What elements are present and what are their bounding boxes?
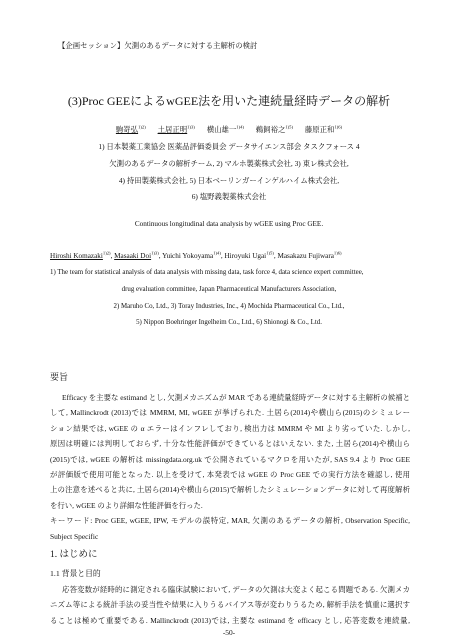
author-name: Yuichi Yokoyama [162, 252, 214, 260]
affiliation-ja-line: 欠測のあるデータの解析チーム, 2) マルホ製薬株式会社, 3) 東レ株式会社, [109, 159, 349, 168]
abstract-line: が評価版で使用可能となった. 以上を受けて, 本発表では wGEE の Proc GEE での実行方法を確認し, 使用 [50, 470, 410, 479]
authors-en [50, 251, 342, 261]
session-label: 【企画セッション】欠測のあるデータに対する主解析の検討 [58, 41, 258, 50]
author [116, 125, 146, 134]
keywords-line: Subject Specific [50, 531, 99, 541]
author-name: 駒嵜弘 [115, 125, 139, 134]
abstract-line: Efficacy を主要な estimand とし, 欠測メカニズムが MAR である連続量経時データに対する主解析の候補と [62, 393, 410, 402]
subsection-heading: 1.1 背景と目的 [50, 569, 101, 578]
author-affiliation-marker: 1)4) [213, 250, 221, 256]
affiliation-ja-line: 6) 塩野義製薬株式会社 [191, 192, 267, 201]
affiliation-en-line: drug evaluation committee, Japan Pharmaceutical Manufacturers Association, [121, 286, 337, 293]
abstract-line: (2015)では, wGEE の解析は missingdata.org.uk で公開されているマクロを用いたが, SAS 9.4 より Proc GEE [50, 454, 410, 464]
author-affiliation-marker: 1)3) [187, 124, 195, 130]
paper-title-en: Continuous longitudinal data analysis by wGEE using Proc GEE. [134, 220, 324, 228]
author-affiliation-marker: 1)6) [334, 124, 343, 130]
author [158, 125, 195, 134]
author-name: Hiroshi Komazaki [50, 252, 103, 260]
author-affiliation-marker: 1)2) [102, 250, 111, 256]
body-text-line: ニズム等による統計手法の妥当性や結果に入りうるバイアス等が変わりうるため, 解析手法を慎重に選択す [50, 600, 410, 610]
affiliation-en-line: 1) The team for statistical analysis of data analysis with missing data, task force 4, data science expert committee, [50, 269, 364, 276]
abstract-line: ション結果では, wGEE の α エラーはインフレしており, 検出力は MMRM や MI より劣っていた. しかし, [50, 423, 410, 433]
paper-title: (3)Proc GEEによるwGEE法を用いた連続量経時データの解析 [67, 94, 391, 108]
body-text-line: 応答変数が経時的に測定される臨床試験において, データの欠測は大変よく起こる問題である. 欠測メカ [62, 585, 410, 594]
authors-ja [0, 124, 458, 135]
author-name: Hiroyuki Ugai [224, 252, 267, 260]
author-name: Masaaki Doi [114, 252, 152, 260]
author-name: Masakazu Fujiwara [277, 252, 334, 260]
affiliation-ja-line: 1) 日本製薬工業協会 医薬品評価委員会 データサイエンス部会 タスクフォース 4 [98, 142, 360, 151]
author-affiliation-marker: 1)5) [285, 124, 294, 130]
affiliation-en-line: 2) Maruho Co, Ltd., 3) Toray Industries, Inc., 4) Mochida Pharmaceutical Co., Ltd., [113, 303, 345, 310]
author-name: 藤原正和 [304, 125, 335, 134]
author-affiliation-marker: 1)5) [266, 250, 274, 256]
abstract-line: 上の注意を述べると共に, 土居ら(2014)や横山ら(2015)で解析したシミュレーションデータに対して再度解析 [50, 485, 410, 495]
author [305, 125, 342, 134]
author [256, 125, 293, 134]
author-separator: , [110, 252, 115, 260]
affiliation-en-line: 5) Nippon Boehringer Ingelheim Co., Ltd., 6) Shionogi & Co., Ltd. [136, 319, 322, 326]
author-affiliation-marker: 1)4) [236, 124, 244, 130]
abstract-line: 原因は明確には判明しておらず, 十分な性能評価ができているとはいえない. また, 土居ら(2014)や横山ら [50, 439, 410, 449]
author [207, 125, 244, 134]
abstract-line: を行い, wGEE のより詳細な性能評価を行った. [50, 500, 203, 510]
author-affiliation-marker: 1)6) [333, 250, 342, 256]
author-separator: , [158, 252, 163, 260]
abstract-heading: 要旨 [50, 372, 69, 382]
abstract-line: して, Mallinckrodt (2013)では MMRM, MI, wGEE が挙げられた. 土居ら(2014)や横山ら(2015)のシミュレー [50, 408, 410, 418]
body-text-line: ることは極めて重要である. Mallinckrodt (2013)では, 主要な estimand を efficacy とし, 応答変数を連続量, [50, 615, 410, 625]
author-name: 横山雄一 [206, 125, 237, 134]
affiliation-ja-line: 4) 持田製薬株式会社, 5) 日本ベーリンガーインゲルハイム株式会社, [118, 176, 340, 185]
page-number: -50- [222, 628, 236, 637]
author-separator: , [273, 252, 278, 260]
author-affiliation-marker: 1)3) [151, 250, 159, 256]
author-affiliation-marker: 1)2) [138, 124, 146, 130]
section-heading: 1. はじめに [50, 550, 98, 560]
author-name: 土居正明 [157, 125, 188, 134]
author-name: 鵜飼裕之 [255, 125, 286, 134]
keywords-line: キーワード: Proc GEE, wGEE, IPW, モデルの誤特定, MAR, 欠測のあるデータの解析, Observation Specific, [50, 516, 410, 526]
author-separator: , [220, 252, 225, 260]
